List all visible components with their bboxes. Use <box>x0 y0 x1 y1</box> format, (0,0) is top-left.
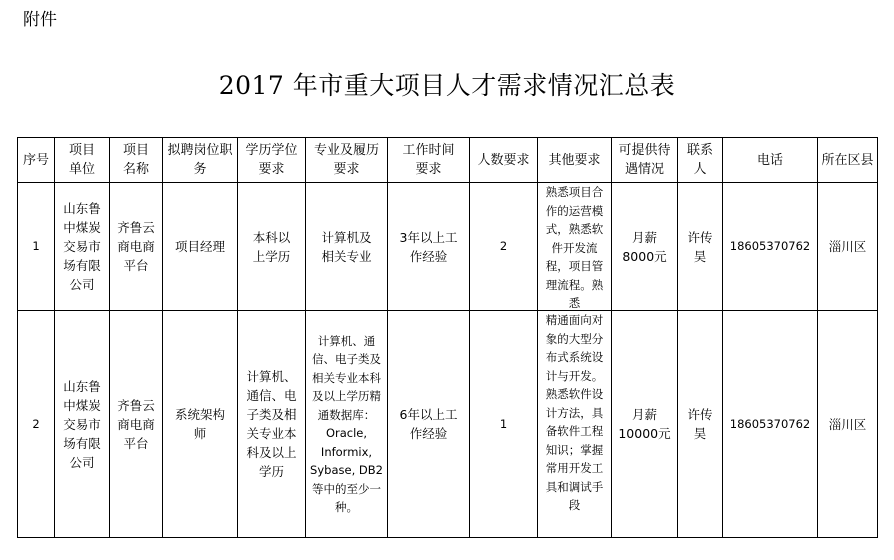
cell-education: 本科以上学历 <box>238 183 306 311</box>
header-row <box>18 138 878 183</box>
cell-unit: 山东鲁中煤炭交易市场有限公司 <box>55 183 110 311</box>
table-row <box>18 311 878 538</box>
cell-education: 计算机、通信、电子类及相关专业本科及以上学历 <box>238 311 306 538</box>
cell-other-text: 熟悉项目合作的运营模式，熟悉软件开发流程，项目管理流程。熟悉 <box>545 185 604 309</box>
cell-count: 2 <box>470 183 538 311</box>
header-phone: 电话 <box>723 138 818 183</box>
cell-major-text: 计算机、通信、电子类及相关专业本科及以上学历精通数据库：Oracle, Informix, Sybase, DB2 等中的至少一种。 <box>310 333 383 514</box>
cell-position: 系统架构师 <box>163 311 238 538</box>
cell-major <box>306 311 388 538</box>
cell-major: 计算机及相关专业 <box>306 183 388 311</box>
talent-demand-table <box>17 137 878 538</box>
cell-project: 齐鲁云商电商平台 <box>110 311 163 538</box>
header-other: 其他要求 <box>538 138 612 183</box>
cell-salary: 月薪 10000元 <box>612 311 678 538</box>
cell-district: 淄川区 <box>818 311 878 538</box>
cell-count: 1 <box>470 311 538 538</box>
header-major: 专业及履历要求 <box>306 138 388 183</box>
cell-no: 2 <box>18 311 55 538</box>
cell-no: 1 <box>18 183 55 311</box>
header-salary: 可提供待遇情况 <box>612 138 678 183</box>
header-position: 拟聘岗位职务 <box>163 138 238 183</box>
cell-experience: 6年以上工作经验 <box>388 311 470 538</box>
document-title: 2017 年市重大项目人才需求情况汇总表 <box>218 71 676 100</box>
cell-position: 项目经理 <box>163 183 238 311</box>
table-row <box>18 183 878 311</box>
header-education: 学历学位要求 <box>238 138 306 183</box>
cell-experience: 3年以上工作经验 <box>388 183 470 311</box>
header-project: 项目名称 <box>110 138 163 183</box>
cell-contact: 许传昊 <box>678 183 723 311</box>
header-no: 序号 <box>18 138 55 183</box>
header-contact: 联系人 <box>678 138 723 183</box>
cell-contact: 许传昊 <box>678 311 723 538</box>
cell-other-text: 精通面向对象的大型分布式系统设计与开发。熟悉软件设计方法，具备软件工程知识；掌握常用开发工具和调试手段 <box>545 313 604 512</box>
header-experience: 工作时间要求 <box>388 138 470 183</box>
cell-other <box>538 311 612 538</box>
cell-district: 淄川区 <box>818 183 878 311</box>
cell-unit: 山东鲁中煤炭交易市场有限公司 <box>55 311 110 538</box>
header-unit: 项目单位 <box>55 138 110 183</box>
cell-phone: 18605370762 <box>723 311 818 538</box>
cell-project: 齐鲁云商电商平台 <box>110 183 163 311</box>
cell-phone: 18605370762 <box>723 183 818 311</box>
cell-other <box>538 183 612 311</box>
header-district: 所在区县 <box>818 138 878 183</box>
cell-salary: 月薪 8000元 <box>612 183 678 311</box>
header-count: 人数要求 <box>470 138 538 183</box>
attachment-label: 附件 <box>23 10 57 30</box>
